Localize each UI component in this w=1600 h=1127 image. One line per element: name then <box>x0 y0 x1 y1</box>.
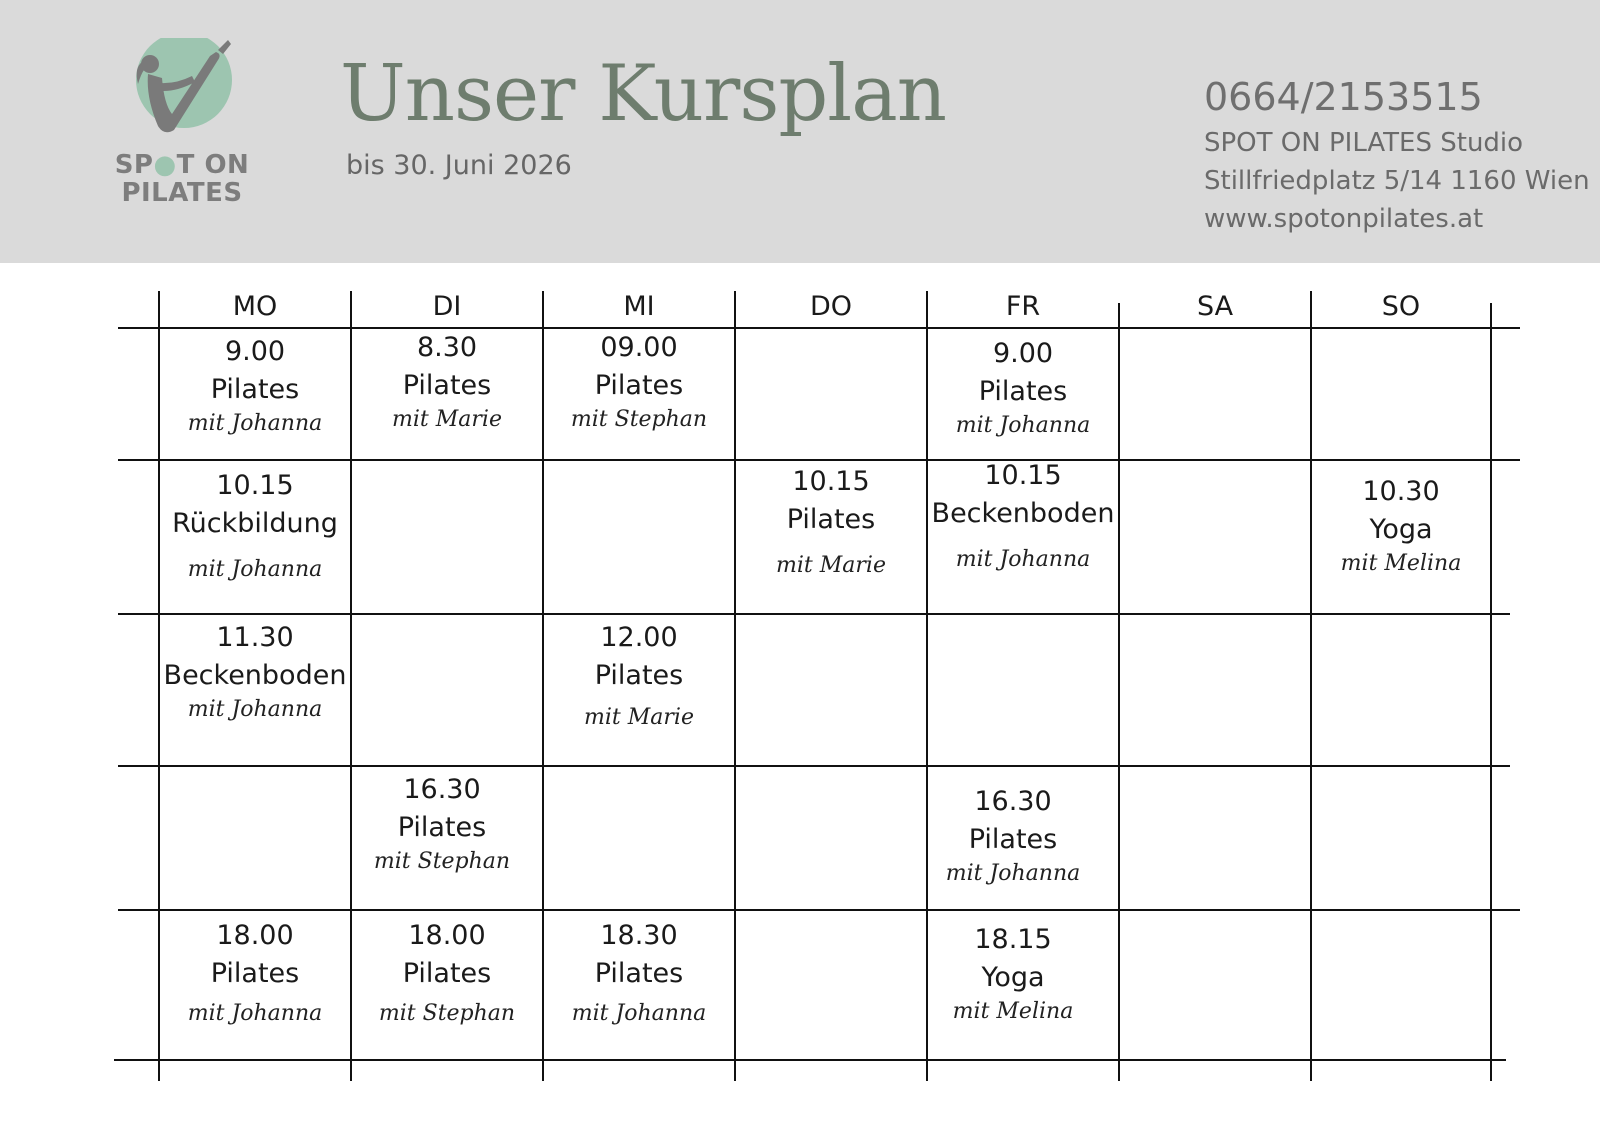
trainer-name: mit Johanna <box>187 557 323 582</box>
course-name: Pilates <box>594 370 684 401</box>
trainer-name: mit Marie <box>776 553 886 578</box>
grid-line <box>734 291 736 1081</box>
course-time: 09.00 <box>600 332 678 363</box>
trainer-name: mit Stephan <box>373 849 511 874</box>
course-name: Yoga <box>981 962 1045 993</box>
day-header-mi: MI <box>623 291 655 322</box>
pilates-figure-icon <box>122 38 242 148</box>
spot-on-pilates-logo <box>112 38 252 208</box>
trainer-name: mit Stephan <box>570 407 708 432</box>
course-slot-mo-r4 <box>160 917 350 1029</box>
course-schedule-grid <box>0 263 1600 1127</box>
course-time: 10.30 <box>1362 476 1440 507</box>
course-name: Pilates <box>594 958 684 989</box>
course-time: 12.00 <box>600 622 678 653</box>
course-slot-so-r1 <box>1312 473 1490 579</box>
day-header-fr: FR <box>1005 291 1041 322</box>
trainer-name: mit Johanna <box>571 1001 707 1026</box>
trainer-name: mit Marie <box>392 407 502 432</box>
day-header-do: DO <box>809 291 853 322</box>
course-time: 9.00 <box>224 336 286 367</box>
course-name: Pilates <box>786 504 876 535</box>
grid-line <box>1310 291 1312 1081</box>
course-slot-fr-r4 <box>928 921 1098 1027</box>
course-slot-fr-r1 <box>928 457 1118 575</box>
course-name: Pilates <box>210 958 300 989</box>
course-slot-fr-r3 <box>928 783 1098 889</box>
course-slot-mo-r1 <box>160 467 350 585</box>
course-time: 16.30 <box>403 774 481 805</box>
page-title: Unser Kursplan <box>340 49 946 139</box>
studio-address: Stillfriedplatz 5/14 1160 Wien <box>1204 166 1590 196</box>
course-name: Beckenboden <box>163 660 347 691</box>
course-time: 16.30 <box>974 786 1052 817</box>
header-banner <box>0 0 1600 263</box>
course-name: Pilates <box>402 958 492 989</box>
course-time: 18.30 <box>600 920 678 951</box>
trainer-name: mit Johanna <box>955 547 1091 572</box>
course-slot-fr-r0 <box>928 335 1118 441</box>
grid-line <box>114 1059 1506 1061</box>
course-name: Rückbildung <box>172 508 338 539</box>
trainer-name: mit Marie <box>584 705 694 730</box>
course-slot-mi-r0 <box>544 329 734 435</box>
day-header-so: SO <box>1381 291 1421 322</box>
course-slot-di-r3 <box>352 771 532 877</box>
website-link[interactable]: www.spotonpilates.at <box>1204 204 1484 234</box>
trainer-name: mit Johanna <box>945 861 1081 886</box>
grid-line <box>1490 303 1492 1081</box>
course-name: Pilates <box>210 374 300 405</box>
validity-date: bis 30. Juni 2026 <box>346 150 572 181</box>
trainer-name: mit Stephan <box>378 1001 516 1026</box>
grid-line <box>1118 303 1120 1081</box>
course-name: Pilates <box>397 812 487 843</box>
day-header-di: DI <box>432 291 462 322</box>
trainer-name: mit Johanna <box>187 697 323 722</box>
trainer-name: mit Johanna <box>187 411 323 436</box>
trainer-name: mit Melina <box>952 999 1074 1024</box>
course-name: Pilates <box>978 376 1068 407</box>
day-header-sa: SA <box>1196 291 1234 322</box>
course-time: 8.30 <box>416 332 478 363</box>
trainer-name: mit Melina <box>1340 551 1462 576</box>
course-time: 10.15 <box>216 470 294 501</box>
course-time: 18.00 <box>216 920 294 951</box>
course-time: 10.15 <box>792 466 870 497</box>
course-name: Pilates <box>594 660 684 691</box>
course-time: 11.30 <box>216 622 294 653</box>
course-time: 9.00 <box>992 338 1054 369</box>
studio-name: SPOT ON PILATES Studio <box>1204 128 1524 158</box>
course-slot-mi-r2 <box>544 619 734 733</box>
phone-number: 0664/2153515 <box>1204 75 1483 119</box>
trainer-name: mit Johanna <box>187 1001 323 1026</box>
course-name: Pilates <box>968 824 1058 855</box>
course-slot-di-r0 <box>352 329 542 435</box>
course-slot-mi-r4 <box>544 917 734 1029</box>
trainer-name: mit Johanna <box>955 413 1091 438</box>
grid-line <box>118 613 1510 615</box>
day-header-mo: MO <box>232 291 278 322</box>
contact-block <box>1204 70 1590 238</box>
course-slot-do-r1 <box>736 463 926 581</box>
course-name: Beckenboden <box>931 498 1115 529</box>
course-time: 10.15 <box>984 460 1062 491</box>
logo-text-spot-on: SP●T ON <box>114 150 250 180</box>
course-slot-mo-r2 <box>160 619 350 725</box>
grid-line <box>118 765 1510 767</box>
course-slot-mo-r0 <box>160 333 350 439</box>
course-slot-di-r4 <box>352 917 542 1029</box>
course-name: Pilates <box>402 370 492 401</box>
course-name: Yoga <box>1369 514 1433 545</box>
course-time: 18.15 <box>974 924 1052 955</box>
logo-text-pilates: PILATES <box>121 178 243 208</box>
course-time: 18.00 <box>408 920 486 951</box>
